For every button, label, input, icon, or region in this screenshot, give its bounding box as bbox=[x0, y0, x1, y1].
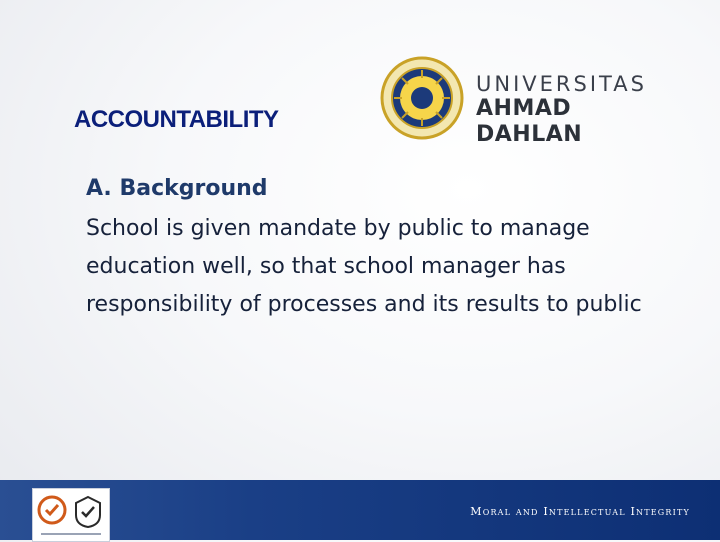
logo-line-ahmad-dahlan: AHMAD DAHLAN bbox=[476, 96, 583, 147]
ukas-certification-icon bbox=[73, 495, 103, 529]
certification-logos bbox=[32, 488, 110, 542]
slide-title: ACCOUNTABILITY bbox=[74, 106, 279, 133]
university-logo bbox=[380, 52, 680, 147]
footer-band bbox=[0, 480, 720, 540]
slide-body bbox=[86, 172, 646, 324]
section-paragraph: School is given mandate by public to manage education well, so that school manager has responsibility of processes and its results to public bbox=[86, 216, 642, 317]
certification-fine-print bbox=[41, 533, 101, 535]
section-subheading: A. Background bbox=[86, 176, 268, 201]
footer-motto: Moral and Intellectual Integrity bbox=[470, 505, 690, 518]
sgs-certification-icon bbox=[37, 495, 67, 525]
university-seal-icon bbox=[380, 56, 464, 140]
logo-line-universitas: UNIVERSITAS bbox=[476, 72, 647, 96]
